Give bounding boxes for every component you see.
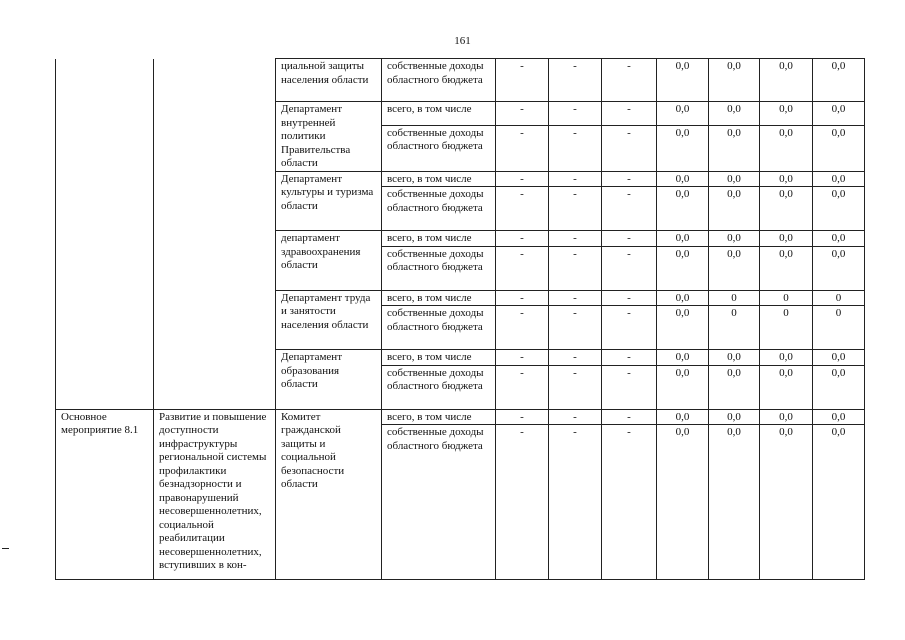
- dash-cell: -: [602, 171, 657, 187]
- page-number: 161: [454, 35, 471, 47]
- value-cell: 0: [760, 306, 813, 350]
- margin-mark: [2, 548, 9, 549]
- value-cell: 0,0: [813, 365, 865, 409]
- budget-table: [55, 58, 865, 580]
- value-cell: 0,0: [813, 425, 865, 580]
- funding-source-cell: собственные доходы областного бюджета: [382, 125, 496, 171]
- dash-cell: -: [549, 306, 602, 350]
- department-cell: циальной защиты населения области: [276, 59, 382, 102]
- value-cell: 0,0: [813, 231, 865, 247]
- value-cell: 0,0: [760, 125, 813, 171]
- value-cell: 0,0: [760, 231, 813, 247]
- dash-cell: -: [496, 59, 549, 102]
- dash-cell: -: [549, 59, 602, 102]
- value-cell: 0,0: [657, 350, 709, 366]
- dash-cell: -: [549, 425, 602, 580]
- funding-source-cell: собственные доходы областного бюджета: [382, 59, 496, 102]
- dash-cell: -: [496, 171, 549, 187]
- value-cell: 0,0: [657, 187, 709, 231]
- description-cell-empty: [154, 59, 276, 410]
- value-cell: 0,0: [760, 409, 813, 425]
- dash-cell: -: [496, 246, 549, 290]
- measure-cell-empty: [56, 59, 154, 410]
- value-cell: 0,0: [813, 187, 865, 231]
- value-cell: 0,0: [657, 425, 709, 580]
- dash-cell: -: [496, 425, 549, 580]
- value-cell: 0,0: [657, 306, 709, 350]
- value-cell: 0,0: [760, 59, 813, 102]
- dash-cell: -: [549, 290, 602, 306]
- value-cell: 0,0: [760, 102, 813, 126]
- department-cell: департамент здравоохранения области: [276, 231, 382, 291]
- funding-source-cell: всего, в том числе: [382, 290, 496, 306]
- dash-cell: -: [602, 231, 657, 247]
- dash-cell: -: [602, 246, 657, 290]
- dash-cell: -: [496, 125, 549, 171]
- value-cell: 0: [709, 290, 760, 306]
- dash-cell: -: [496, 409, 549, 425]
- dash-cell: -: [496, 290, 549, 306]
- value-cell: 0,0: [813, 246, 865, 290]
- dash-cell: -: [602, 102, 657, 126]
- funding-source-cell: собственные доходы областного бюджета: [382, 187, 496, 231]
- value-cell: 0,0: [709, 171, 760, 187]
- dash-cell: -: [496, 306, 549, 350]
- value-cell: 0: [813, 290, 865, 306]
- value-cell: 0,0: [709, 425, 760, 580]
- dash-cell: -: [602, 125, 657, 171]
- value-cell: 0,0: [657, 171, 709, 187]
- dash-cell: -: [602, 59, 657, 102]
- value-cell: 0,0: [760, 350, 813, 366]
- dash-cell: -: [549, 365, 602, 409]
- funding-source-cell: всего, в том числе: [382, 102, 496, 126]
- dash-cell: -: [602, 409, 657, 425]
- value-cell: 0,0: [760, 171, 813, 187]
- value-cell: 0,0: [813, 59, 865, 102]
- dash-cell: -: [549, 350, 602, 366]
- funding-source-cell: всего, в том числе: [382, 350, 496, 366]
- description-cell: Развитие и повышение доступности инфраструктуры региональной системы профилактики безнадзорности и правонарушений несовершеннолетних, социальной реабилитации несовершеннолетних, вступивших в кон-: [154, 409, 276, 580]
- department-cell: Департамент труда и занятости населения области: [276, 290, 382, 350]
- value-cell: 0: [709, 306, 760, 350]
- value-cell: 0,0: [657, 125, 709, 171]
- value-cell: 0,0: [813, 102, 865, 126]
- dash-cell: -: [549, 171, 602, 187]
- value-cell: 0,0: [709, 59, 760, 102]
- value-cell: 0,0: [813, 350, 865, 366]
- department-cell: Комитет гражданской защиты и социальной безопасности области: [276, 409, 382, 580]
- funding-source-cell: собственные доходы областного бюджета: [382, 246, 496, 290]
- funding-source-cell: собственные доходы областного бюджета: [382, 425, 496, 580]
- value-cell: 0: [760, 290, 813, 306]
- value-cell: 0,0: [709, 365, 760, 409]
- value-cell: 0,0: [709, 187, 760, 231]
- value-cell: 0,0: [657, 409, 709, 425]
- dash-cell: -: [602, 425, 657, 580]
- dash-cell: -: [602, 365, 657, 409]
- table-row: [56, 59, 865, 102]
- dash-cell: -: [549, 187, 602, 231]
- value-cell: 0,0: [813, 125, 865, 171]
- dash-cell: -: [549, 409, 602, 425]
- funding-source-cell: всего, в том числе: [382, 171, 496, 187]
- value-cell: 0,0: [813, 171, 865, 187]
- value-cell: 0,0: [709, 125, 760, 171]
- dash-cell: -: [549, 102, 602, 126]
- dash-cell: -: [496, 187, 549, 231]
- funding-source-cell: всего, в том числе: [382, 409, 496, 425]
- funding-source-cell: собственные доходы областного бюджета: [382, 365, 496, 409]
- value-cell: 0,0: [709, 102, 760, 126]
- value-cell: 0,0: [760, 365, 813, 409]
- department-cell: Департамент внутренней политики Правительства области: [276, 102, 382, 172]
- dash-cell: -: [602, 187, 657, 231]
- value-cell: 0,0: [709, 350, 760, 366]
- value-cell: 0,0: [709, 409, 760, 425]
- funding-source-cell: собственные доходы областного бюджета: [382, 306, 496, 350]
- value-cell: 0,0: [709, 231, 760, 247]
- value-cell: 0: [813, 306, 865, 350]
- value-cell: 0,0: [657, 365, 709, 409]
- funding-source-cell: всего, в том числе: [382, 231, 496, 247]
- department-cell: Департамент культуры и туризма области: [276, 171, 382, 231]
- dash-cell: -: [496, 102, 549, 126]
- measure-cell: Основное мероприятие 8.1: [56, 409, 154, 580]
- dash-cell: -: [602, 350, 657, 366]
- value-cell: 0,0: [760, 187, 813, 231]
- table-row: [56, 409, 865, 425]
- value-cell: 0,0: [813, 409, 865, 425]
- value-cell: 0,0: [657, 246, 709, 290]
- dash-cell: -: [602, 306, 657, 350]
- dash-cell: -: [496, 350, 549, 366]
- department-cell: Департамент образования области: [276, 350, 382, 410]
- dash-cell: -: [496, 365, 549, 409]
- value-cell: 0,0: [657, 290, 709, 306]
- value-cell: 0,0: [657, 59, 709, 102]
- dash-cell: -: [549, 246, 602, 290]
- value-cell: 0,0: [657, 231, 709, 247]
- value-cell: 0,0: [760, 425, 813, 580]
- dash-cell: -: [549, 231, 602, 247]
- value-cell: 0,0: [760, 246, 813, 290]
- dash-cell: -: [602, 290, 657, 306]
- dash-cell: -: [496, 231, 549, 247]
- value-cell: 0,0: [657, 102, 709, 126]
- dash-cell: -: [549, 125, 602, 171]
- value-cell: 0,0: [709, 246, 760, 290]
